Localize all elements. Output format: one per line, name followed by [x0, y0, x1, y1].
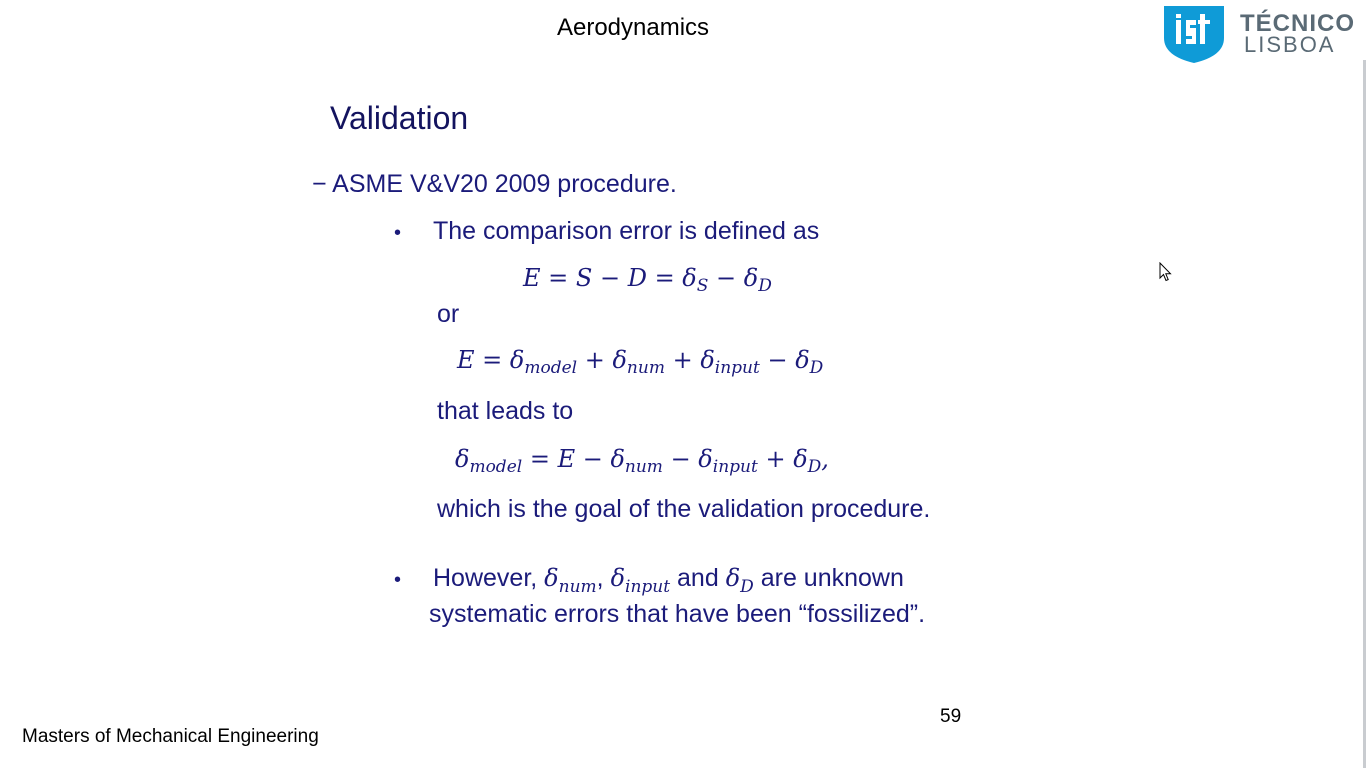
bullet-2-line-1: However, $\delta_{num}$, $\delta_{input}$ and $\delta_D$ are unknown [433, 564, 904, 597]
logo-wordmark-line2: LISBOA [1244, 32, 1336, 57]
bullet-1-text: The comparison error is defined as [433, 217, 820, 245]
equation-1: $E = S - D = \delta_S - \delta_D$ [523, 264, 772, 296]
equation-2: $E = \delta_{model} + \delta_{num} + \delta_{input} - \delta_D$ [457, 346, 824, 378]
course-title: Aerodynamics [556, 14, 710, 41]
slide-title: Validation [330, 100, 469, 136]
bullet-marker: • [394, 569, 402, 591]
ist-shield-logo-icon [1162, 4, 1226, 64]
leads-text: that leads to [437, 397, 574, 425]
bullet-marker: • [394, 222, 402, 244]
equation-3: $\delta_{model} = E - \delta_{num} - \delta_{input} + \delta_D$, [455, 445, 829, 477]
mouse-cursor-icon [1159, 262, 1173, 282]
ist-logo [1160, 4, 1366, 64]
or-text: or [437, 300, 460, 328]
page-number: 59 [940, 706, 962, 727]
bullet-2-line-2: systematic errors that have been “fossilized”. [429, 600, 926, 628]
footer-program: Masters of Mechanical Engineering [22, 726, 319, 747]
goal-text: which is the goal of the validation procedure. [437, 495, 931, 523]
logo-wordmark-line1: TÉCNICO [1240, 10, 1355, 37]
dash-item: − ASME V&V20 2009 procedure. [312, 170, 677, 198]
